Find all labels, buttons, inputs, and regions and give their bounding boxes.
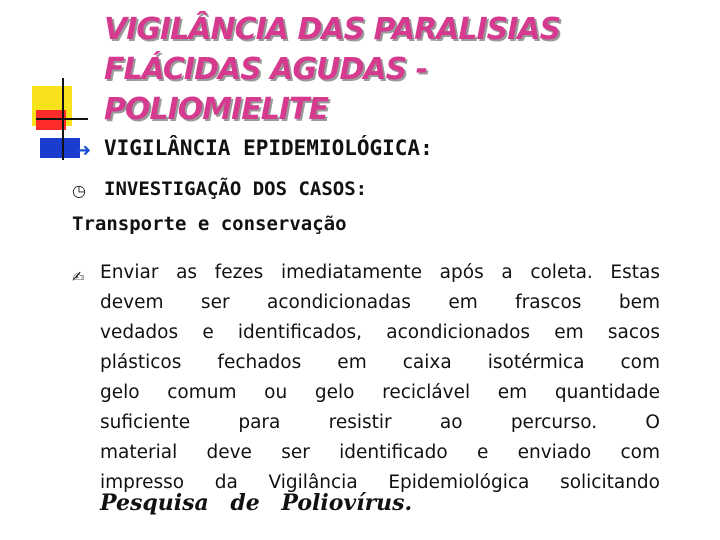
writing-hand-icon: ✍: [72, 268, 85, 286]
slide-title: [104, 10, 704, 130]
subheading: VIGILÂNCIA EPIDEMIOLÓGICA:: [104, 136, 433, 160]
paragraph-line: vedados e identificados, acondicionados em sacos: [100, 322, 660, 343]
paragraph-line: devem ser acondicionadas em frascos bem: [100, 292, 660, 313]
paragraph-line: gelo comum ou gelo reciclável em quantidade: [100, 382, 660, 403]
title-line-2: FLÁCIDAS AGUDAS -: [104, 52, 428, 87]
arrow-right-icon: ➜: [76, 140, 92, 161]
paragraph-line: plásticos fechados em caixa isotérmica com: [100, 352, 660, 373]
paragraph-line: Enviar as fezes imediatamente após a coleta. Estas: [100, 262, 660, 283]
clock-icon: ◷: [72, 181, 86, 200]
decor-blue-block: [40, 138, 80, 158]
title-line-3: POLIOMIELITE: [104, 92, 329, 127]
paragraph-line: material deve ser identificado e enviado com: [100, 442, 660, 463]
paragraph-line: impresso da Vigilância Epidemiológica solicitando: [100, 472, 660, 493]
final-line: Pesquisa de Poliovírus.: [100, 490, 413, 516]
title-line-1: VIGILÂNCIA DAS PARALISIAS: [104, 12, 561, 47]
paragraph-line: suficiente para resistir ao percurso. O: [100, 412, 660, 433]
decor-horizontal-line: [36, 118, 88, 120]
transport-heading: Transporte e conservação: [72, 213, 347, 235]
investigation-heading: INVESTIGAÇÃO DOS CASOS:: [104, 178, 368, 200]
body-paragraph: [100, 258, 660, 498]
